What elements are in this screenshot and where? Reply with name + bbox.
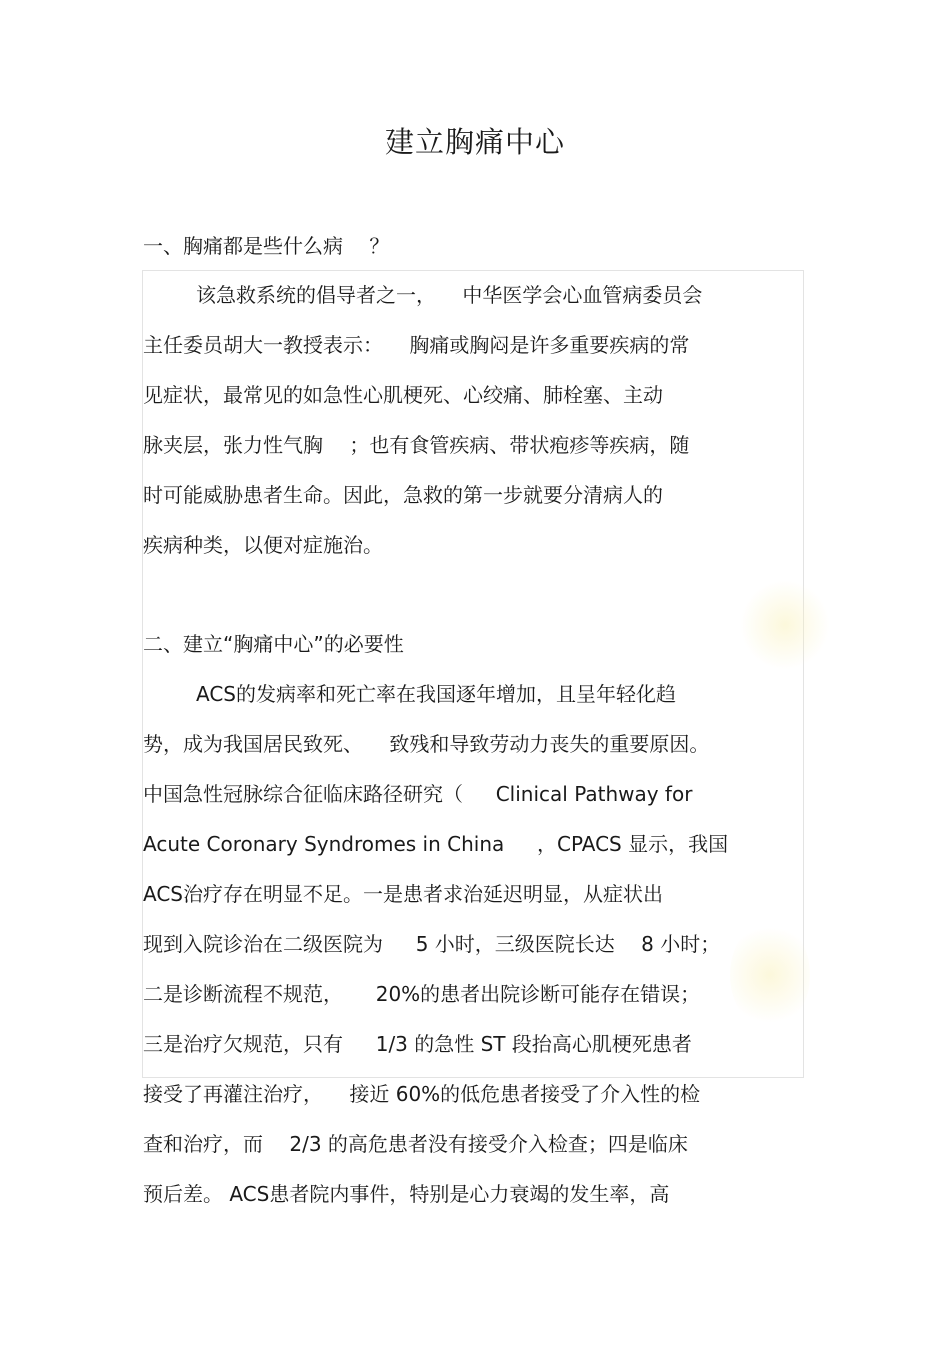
paragraph-line: 三是治疗欠规范，只有 1/3 的急性 ST 段抬高心肌梗死患者	[143, 1032, 692, 1056]
paragraph-line: 接受了再灌注治疗， 接近 60%的低危患者接受了介入性的检	[143, 1082, 701, 1106]
section-heading-2: 二、建立“胸痛中心”的必要性	[143, 632, 404, 656]
paragraph-line: 时可能威胁患者生命。因此，急救的第一步就要分清病人的	[143, 483, 663, 507]
paragraph-line: 见症状，最常见的如急性心肌梗死、心绞痛、肺栓塞、主动	[143, 383, 663, 407]
paragraph-line: 二是诊断流程不规范， 20%的患者出院诊断可能存在错误；	[143, 982, 701, 1006]
paper-stain	[740, 580, 830, 670]
paragraph-line: 中国急性冠脉综合征临床路径研究（ Clinical Pathway for	[143, 782, 693, 806]
paper-stain	[730, 920, 810, 1030]
paragraph-line: 脉夹层，张力性气胸 ；也有食管疾病、带状疱疹等疾病，随	[143, 433, 690, 457]
paragraph-line: 预后差。 ACS患者院内事件，特别是心力衰竭的发生率，高	[143, 1182, 670, 1206]
paragraph-line: 势，成为我国居民致死、 致残和导致劳动力丧失的重要原因。	[143, 732, 710, 756]
paragraph-line: ACS治疗存在明显不足。一是患者求治延迟明显，从症状出	[143, 882, 663, 906]
paragraph-line: 该急救系统的倡导者之一， 中华医学会心血管病委员会	[196, 283, 703, 307]
section-heading-1: 一、胸痛都是些什么病 ？	[143, 234, 390, 258]
document-title: 建立胸痛中心	[384, 125, 565, 159]
paragraph-line: 主任委员胡大一教授表示： 胸痛或胸闷是许多重要疾病的常	[143, 333, 690, 357]
paragraph-line: Acute Coronary Syndromes in China ，CPACS 显示，我国	[143, 832, 729, 856]
paragraph-line: 查和治疗，而 2/3 的高危患者没有接受介入检查；四是临床	[143, 1132, 688, 1156]
paragraph-line: 疾病种类，以便对症施治。	[143, 533, 383, 557]
paragraph-line: ACS的发病率和死亡率在我国逐年增加，且呈年轻化趋	[196, 682, 676, 706]
paragraph-line: 现到入院诊治在二级医院为 5 小时，三级医院长达 8 小时；	[143, 932, 721, 956]
